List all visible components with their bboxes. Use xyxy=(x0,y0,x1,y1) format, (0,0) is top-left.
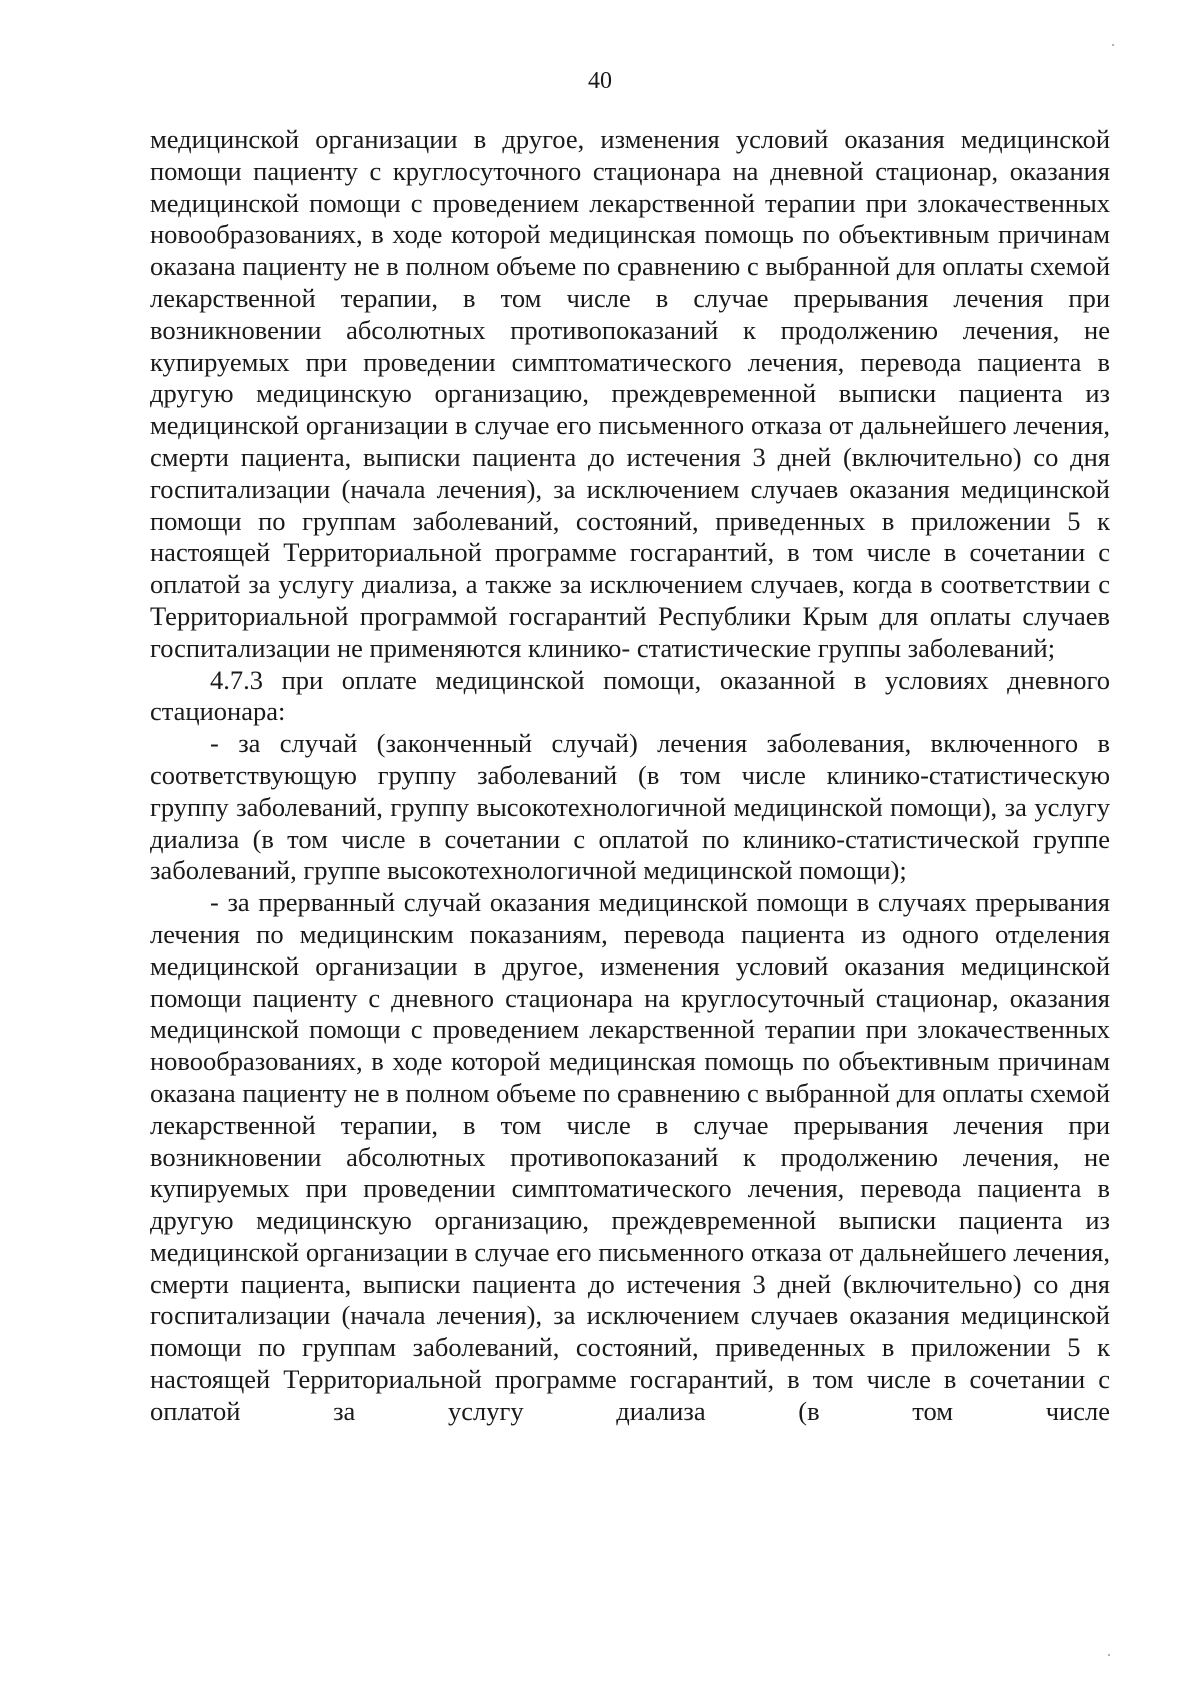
paragraph-completed-case: - за случай (законченный случай) лечения заболевания, включенного в соответствующую группу заболеваний (в том числе клинико-статистическую группу заболеваний, группу высокотехнологичной медицинской помощи), за услугу диализа (в том числе в сочетании с оплатой по клинико-статистической группе заболеваний, группе высокотехнологичной медицинской помощи); xyxy=(150,728,1110,886)
paragraph-4-7-3: 4.7.3 при оплате медицинской помощи, оказанной в условиях дневного стационара: xyxy=(150,664,1110,727)
page-number: 40 xyxy=(588,68,612,94)
paragraph-interrupted-case: - за прерванный случай оказания медицинской помощи в случаях прерывания лечения по медицинским показаниям, перевода пациента из одного отделения медицинской организации в другое, изменения условий оказания медицинской помощи пациенту с дневного стационара на круглосуточный стационар, оказания медицинской помощи с проведением лекарственной терапии при злокачественных новообразованиях, в ходе которой медицинская помощь по объективным причинам оказана пациенту не в полном объеме по сравнению с выбранной для оплаты схемой лекарственной терапии, в том числе в случае прерывания лечения при возникновении абсолютных противопоказаний к продолжению лечения, не купируемых при проведении симптоматического лечения, перевода пациента в другую медицинскую организацию, преждевременной выписки пациента из медицинской организации в случае его письменного отказа от дальнейшего лечения, смерти пациента, выписки пациента до истечения 3 дней (включительно) со дня госпитализации (начала лечения), за исключением случаев оказания медицинской помощи по группам заболеваний, состояний, приведенных в приложении 5 к настоящей Территориальной программе госгарантий, в том числе в сочетании с оплатой за услугу диализа (в том числе xyxy=(150,887,1110,1426)
paragraph-continuation: медицинской организации в другое, изменения условий оказания медицинской помощи пациенту с круглосуточного стационара на дневной стационар, оказания медицинской помощи с проведением лекарственной терапии при злокачественных новообразованиях, в ходе которой медицинская помощь по объективным причинам оказана пациенту не в полном объеме по сравнению с выбранной для оплаты схемой лекарственной терапии, в том числе в случае прерывания лечения при возникновении абсолютных противопоказаний к продолжению лечения, не купируемых при проведении симптоматического лечения, перевода пациента в другую медицинскую организацию, преждевременной выписки пациента из медицинской организации в случае его письменного отказа от дальнейшего лечения, смерти пациента, выписки пациента до истечения 3 дней (включительно) со дня госпитализации (начала лечения), за исключением случаев оказания медицинской помощи по группам заболеваний, состояний, приведенных в приложении 5 к настоящей Территориальной программе госгарантий, в том числе в сочетании с оплатой за услугу диализа, а также за исключением случаев, когда в соответствии с Территориальной программой госгарантий Республики Крым для оплаты случаев госпитализации не применяются клинико- статистические группы заболеваний; xyxy=(150,124,1110,663)
scan-speck xyxy=(1112,44,1114,46)
document-body xyxy=(150,124,1110,1428)
scan-speck xyxy=(1108,1654,1110,1656)
